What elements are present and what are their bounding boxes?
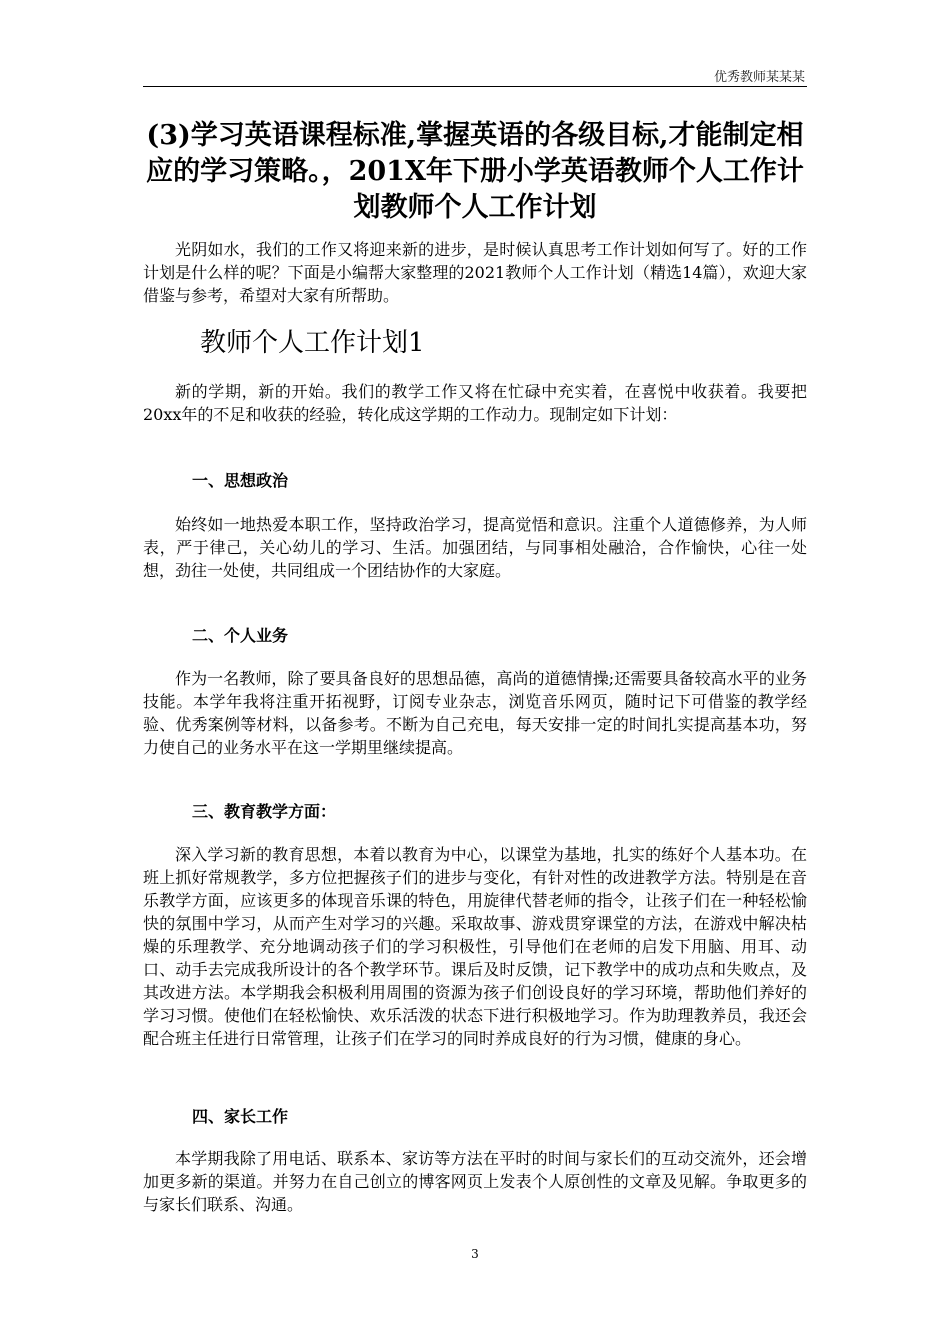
heading-teaching: 三、教育教学方面： [192,802,337,821]
heading-personal-work: 二、个人业务 [192,626,289,645]
section-intro-paragraph: 新的学期，新的开始。我们的教学工作又将在忙碌中充实着，在喜悦中收获着。我要把20xx年的不足和收获的经验，转化成这学期的工作动力。现制定如下计划： [143,382,807,424]
heading-politics: 一、思想政治 [192,471,289,490]
section-title: 教师个人工作计划1 [200,328,425,358]
heading-parents: 四、家长工作 [192,1107,289,1126]
header-rule [143,86,807,87]
page-header: 优秀教师某某某 [713,70,805,85]
paragraph-parents: 本学期我除了用电话、联系本、家访等方法在平时的时间与家长们的互动交流外，还会增加更多新的渠道。并努力在自己创立的博客网页上发表个人原创性的文章及见解。争取更多的与家长们联系、沟通。 [143,1149,807,1214]
document-title: (3)学习英语课程标准,掌握英语的各级目标,才能制定相应的学习策略。，201X年下册小学英语教师个人工作计划教师个人工作计划 [146,120,804,223]
paragraph-politics: 始终如一地热爱本职工作，坚持政治学习，提高觉悟和意识。注重个人道德修养，为人师表，严于律己，关心幼儿的学习、生活。加强团结，与同事相处融洽，合作愉快，心往一处想，劲往一处使，共同组成一个团结协作的大家庭。 [143,515,807,580]
page-number: 3 [471,1247,479,1261]
paragraph-personal-work: 作为一名教师，除了要具备良好的思想品德，高尚的道德情操;还需要具备较高水平的业务技能。本学年我将注重开拓视野，订阅专业杂志，浏览音乐网页，随时记下可借鉴的教学经验、优秀案例等材料，以备参考。不断为自己充电，每天安排一定的时间扎实提高基本功，努力使自己的业务水平在这一学期里继续提高。 [143,669,807,757]
intro-paragraph: 光阴如水，我们的工作又将迎来新的进步，是时候认真思考工作计划如何写了。好的工作计划是什么样的呢？下面是小编帮大家整理的2021教师个人工作计划（精选14篇），欢迎大家借鉴与参考，希望对大家有所帮助。 [143,240,807,305]
paragraph-teaching: 深入学习新的教育思想，本着以教育为中心，以课堂为基地，扎实的练好个人基本功。在班上抓好常规教学，多方位把握孩子们的进步与变化，有针对性的改进教学方法。特别是在音乐教学方面，应该更多的体现音乐课的特色，用旋律代替老师的指令，让孩子们在一种轻松愉快的氛围中学习，从而产生对学习的兴趣。采取故事、游戏贯穿课堂的方法，在游戏中解决枯燥的乐理教学、充分地调动孩子们的学习积极性，引导他们在老师的启发下用脑、用耳、动口、动手去完成我所设计的各个教学环节。课后及时反馈，记下教学中的成功点和失败点，及其改进方法。本学期我会积极利用周围的资源为孩子们创设良好的学习环境，帮助他们养好的学习习惯。使他们在轻松愉快、欢乐活泼的状态下进行积极地学习。作为助理教养员，我还会配合班主任进行日常管理，让孩子们在学习的同时养成良好的行为习惯，健康的身心。 [143,845,807,1048]
